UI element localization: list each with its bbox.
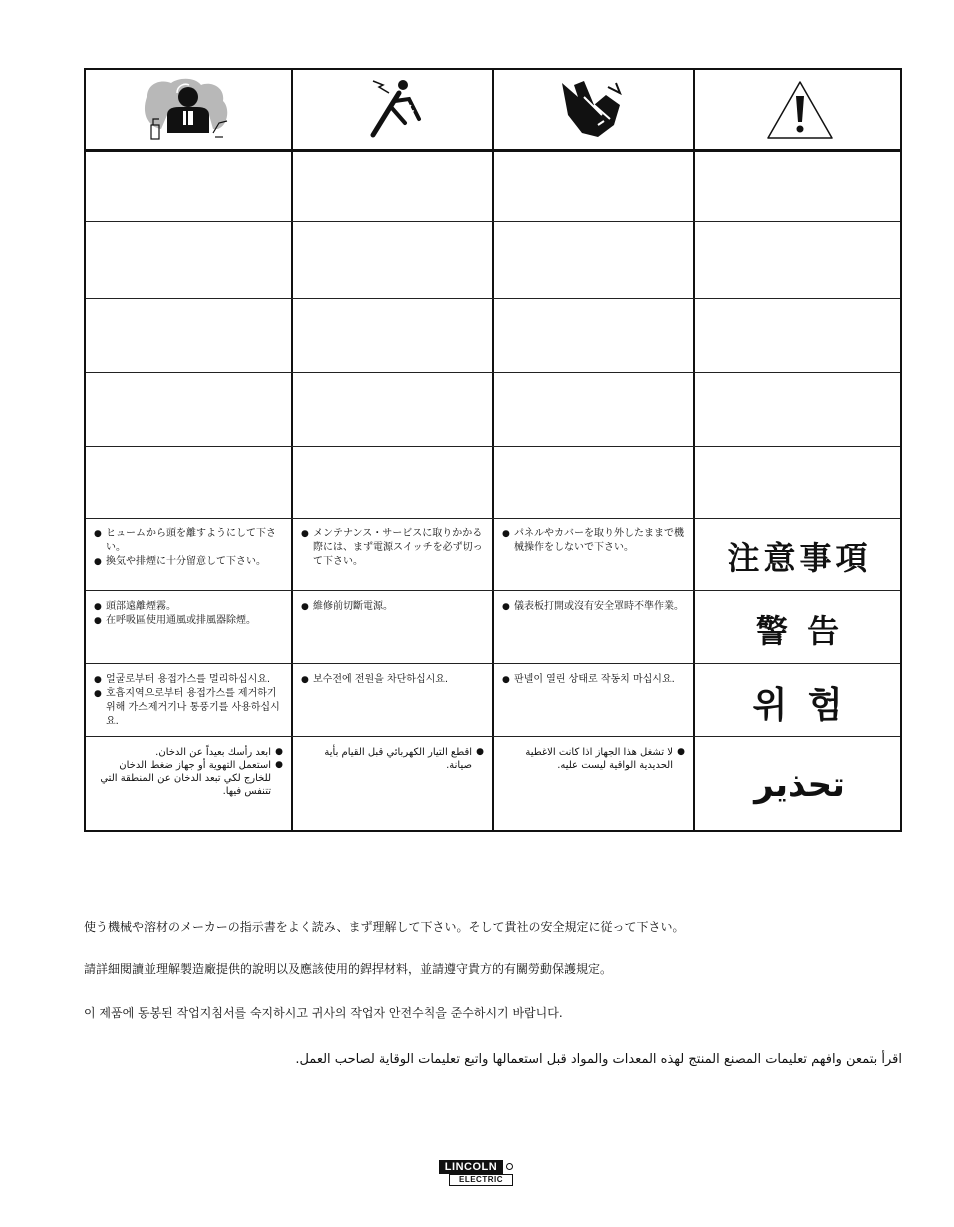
chinese-shock-text: [293, 594, 492, 664]
list-item: ● اقطع التيار الكهربائي قبل القيام بأية صيانة.: [301, 746, 484, 772]
row-divider: [86, 446, 900, 447]
korean-fume-text: [86, 667, 291, 737]
lincoln-electric-logo: [439, 1160, 515, 1187]
list-item: ● استعمل التهوية أو جهاز ضغط الدخان للخارج لكي تبعد الدخان عن المنطقة التي تتنفس فيها.: [94, 759, 283, 798]
logo-registered-dot: [506, 1163, 513, 1170]
warning-triangle-icon: [695, 70, 904, 149]
korean-parts-text: [494, 667, 693, 737]
fume-breathing-icon: [86, 70, 291, 149]
list-item: ● 보수전에 전원을 차단하십시요.: [301, 673, 484, 687]
arabic-parts-text: [494, 740, 693, 830]
chinese-instruction: 請詳細閱讀並理解製造廠提供的說明以及應該使用的銲捍材料，並請遵守貴方的有關勞動保護規定。: [84, 962, 613, 976]
logo-bottom-text: ELECTRIC: [449, 1174, 513, 1186]
list-item: ● メンテナンス・サービスに取りかかる際には、まず電源スイッチを必ず切って下さい。: [301, 527, 484, 569]
electric-shock-icon: [293, 70, 492, 149]
arabic-shock-text: [293, 740, 492, 830]
row-divider: [86, 372, 900, 373]
chinese-parts-text: [494, 594, 693, 664]
row-divider: [86, 221, 900, 222]
japanese-warning-label: 注意事項: [727, 539, 872, 577]
row-divider: [86, 149, 900, 152]
korean-instruction: 이 제품에 동봉된 작업지침서를 숙지하시고 귀사의 작업자 안전수칙을 준수하시기 바랍니다.: [84, 1006, 563, 1020]
japanese-instruction: 使う機械や溶材のメーカーの指示書をよく読み、まず理解して下さい。そして貴社の安全規定に従って下さい。: [84, 920, 685, 934]
chinese-fume-text: [86, 594, 291, 664]
korean-shock-text: [293, 667, 492, 737]
logo-top-text: LINCOLN: [439, 1160, 503, 1174]
japanese-parts-text: [494, 521, 693, 591]
hand-moving-parts-icon: [494, 70, 693, 149]
row-divider: [86, 518, 900, 519]
list-item: ● 얼굴로부터 용접가스를 멀리하십시요.: [94, 673, 283, 687]
arabic-fume-text: [86, 740, 291, 830]
korean-warning-label: 위 험: [752, 684, 847, 726]
list-item: ● 판넬이 열린 상태로 작동치 마십시요.: [502, 673, 685, 687]
warning-table: [84, 68, 902, 832]
list-item: ● 호흡지역으로부터 용접가스를 제거하기 위해 가스제거기나 통풍기를 사용하십시요.: [94, 687, 283, 729]
japanese-fume-text: [86, 521, 291, 591]
list-item: ● パネルやカバーを取り外したままで機械操作をしないで下さい。: [502, 527, 685, 555]
japanese-shock-text: [293, 521, 492, 591]
list-item: ● 儀表板打開或沒有安全罩時不準作業。: [502, 600, 685, 614]
list-item: ● 在呼吸區使用通風或排風器除煙。: [94, 614, 283, 628]
row-divider: [86, 298, 900, 299]
list-item: ● لا تشغل هذا الجهاز اذا كانت الاغطية الحديدية الواقية ليست عليه.: [502, 746, 685, 772]
list-item: ● 換気や排煙に十分留意して下さい。: [94, 555, 283, 569]
arabic-warning-label: تحذير: [754, 765, 845, 805]
chinese-warning-label: 警 告: [755, 612, 844, 650]
list-item: ● 維修前切斷電源。: [301, 600, 484, 614]
list-item: ● ヒュームから頭を離すようにして下さい。: [94, 527, 283, 555]
list-item: ● 頭部遠離煙霧。: [94, 600, 283, 614]
arabic-instruction: اقرأ بتمعن وافهم تعليمات المصنع المنتج لهذه المعدات والمواد قبل استعمالها واتبع تعليمات الوقاية لصاحب العمل.: [295, 1052, 902, 1067]
list-item: ● ابعد رأسك بعيداً عن الدخان.: [94, 746, 283, 759]
